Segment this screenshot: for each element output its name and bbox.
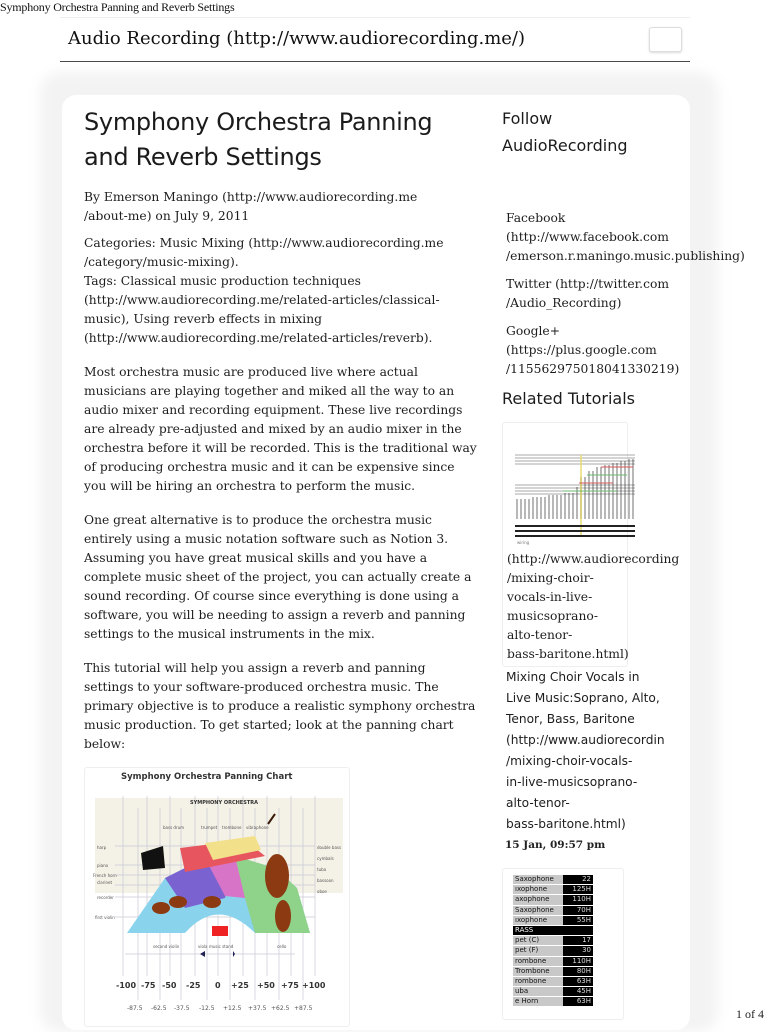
related-timestamp: 15 Jan, 09:57 pm bbox=[505, 839, 606, 851]
instrument-cell: Saxophone bbox=[513, 905, 563, 915]
link-text[interactable]: bass-baritone.html) bbox=[507, 647, 629, 661]
text-line: One great alternative is to produce the orchestra music bbox=[84, 513, 432, 527]
table-row bbox=[513, 956, 593, 966]
instrument-label: cymbals bbox=[317, 856, 334, 861]
author-link-date[interactable]: /about-me) on July 9, 2011 bbox=[84, 209, 250, 223]
pan-minor-tick-label: -87.5 bbox=[127, 1005, 143, 1012]
related-tutorials-heading: Related Tutorials bbox=[502, 389, 636, 408]
frequency-cell: 30 bbox=[563, 946, 593, 956]
article-title-line: and Reverb Settings bbox=[84, 143, 322, 171]
frequency-cell: 17 bbox=[563, 936, 593, 946]
link-text[interactable]: in-live-musicsoprano- bbox=[506, 775, 638, 789]
twitter-link[interactable] bbox=[506, 275, 752, 313]
instrument-label: recorder bbox=[97, 895, 114, 900]
instrument-label: cello bbox=[277, 944, 287, 949]
instrument-cell: ıxophone bbox=[513, 915, 563, 925]
text-line: Assuming you have great musical skills and you have a bbox=[84, 551, 428, 565]
instrument-label: oboe bbox=[317, 889, 327, 894]
link-text[interactable]: vocals-in-live- bbox=[507, 590, 593, 604]
text-line: sound recording. Of course since everything is done using a bbox=[84, 589, 459, 603]
link-text[interactable]: (https://plus.google.com bbox=[506, 343, 657, 357]
pan-tick-label: +50 bbox=[257, 981, 275, 990]
text-line: orchestra before it will be recorded. This is the traditional way bbox=[84, 441, 477, 455]
article-title bbox=[84, 105, 479, 175]
paragraph-2 bbox=[84, 511, 479, 644]
text-line: audio mixer and recording equipment. These live recordings bbox=[84, 403, 463, 417]
section-cell: RASS bbox=[513, 925, 563, 935]
paragraph-3 bbox=[84, 659, 479, 754]
pan-tick-label: 0 bbox=[215, 981, 221, 990]
text-line: primary objective is to produce a realistic symphony orchestra bbox=[84, 699, 476, 713]
frequency-cell: 55H bbox=[563, 915, 593, 925]
link-text[interactable]: Live Music:Soprano, Alto, bbox=[506, 691, 660, 705]
link-text[interactable]: /mixing-choir- bbox=[507, 571, 594, 585]
link-text[interactable]: Tenor, Bass, Baritone bbox=[506, 712, 635, 726]
pan-minor-tick-label: -37.5 bbox=[174, 1005, 190, 1012]
text-line: settings to your software-produced orchestra music. The bbox=[84, 680, 439, 694]
instrument-label: tuba bbox=[317, 867, 327, 872]
instrument-label: vibraphone bbox=[246, 825, 269, 830]
chart-subtitle: SYMPHONY ORCHESTRA bbox=[190, 800, 258, 806]
frequency-cell: 22 bbox=[563, 875, 593, 885]
chart-title: Symphony Orchestra Panning Chart bbox=[121, 772, 293, 782]
link-text[interactable]: alto-tenor- bbox=[507, 628, 573, 642]
frequency-cell bbox=[563, 925, 593, 935]
author-link[interactable]: By Emerson Maningo (http://www.audiorecording.me bbox=[84, 190, 418, 204]
google-plus-link[interactable] bbox=[506, 322, 752, 379]
instrument-label: clarinet bbox=[97, 880, 113, 885]
link-text[interactable]: /emerson.r.maningo.music.publishing) bbox=[506, 249, 745, 263]
link-text[interactable]: /mixing-choir-vocals- bbox=[506, 754, 633, 768]
pan-tick-label: -50 bbox=[162, 981, 177, 990]
link-text[interactable]: Mixing Choir Vocals in bbox=[506, 670, 640, 684]
pan-minor-tick-label: +87.5 bbox=[294, 1005, 313, 1012]
link-text[interactable]: Google+ bbox=[506, 324, 561, 338]
menu-toggle-button[interactable] bbox=[649, 27, 682, 52]
instrument-label: music stand bbox=[209, 944, 234, 949]
instrument-label: harp bbox=[97, 845, 107, 850]
related-tutorial-title-link[interactable] bbox=[506, 667, 752, 835]
text-line: music production. To get started; look at the panning chart bbox=[84, 718, 454, 732]
text-line: are already pre-adjusted and mixed by an audio mixer in the bbox=[84, 422, 462, 436]
pan-tick-label: +75 bbox=[281, 981, 299, 990]
instrument-label: trumpet bbox=[201, 825, 218, 830]
pan-tick-label: +100 bbox=[302, 981, 326, 990]
panning-chart-image[interactable] bbox=[84, 767, 350, 1027]
instrument-label: bassoon bbox=[317, 878, 334, 883]
related-tutorial-card-2[interactable] bbox=[502, 868, 624, 1020]
heading-line: AudioRecording bbox=[502, 136, 628, 155]
instrument-label: viola bbox=[198, 944, 208, 949]
text-line: complete music sheet of the project, you can actually create a bbox=[84, 570, 472, 584]
pan-tick-label: +25 bbox=[231, 981, 249, 990]
text-line: This tutorial will help you assign a reverb and panning bbox=[84, 661, 426, 675]
table-row bbox=[513, 885, 593, 895]
instrument-cell: pet (C) bbox=[513, 936, 563, 946]
frequency-cell: 70H bbox=[563, 905, 593, 915]
frequency-cell: 125H bbox=[563, 885, 593, 895]
instrument-cell: axophone bbox=[513, 895, 563, 905]
pan-minor-tick-label: -12.5 bbox=[199, 1005, 215, 1012]
pan-minor-tick-label: +62.5 bbox=[271, 1005, 290, 1012]
text-line: entirely using a music notation software such as Notion 3. bbox=[84, 532, 449, 546]
instrument-label: double bass bbox=[317, 845, 342, 850]
pan-minor-tick-label: +37.5 bbox=[248, 1005, 267, 1012]
table-row bbox=[513, 966, 593, 976]
text-line: of producing orchestra music and it can be expensive since bbox=[84, 460, 455, 474]
table-row bbox=[513, 915, 593, 925]
pan-minor-tick-label: -62.5 bbox=[151, 1005, 167, 1012]
instrument-label: French horn bbox=[93, 873, 117, 878]
table-row bbox=[513, 997, 593, 1007]
related-tutorial-link[interactable] bbox=[507, 550, 680, 664]
sidebar bbox=[502, 105, 752, 851]
tags-label[interactable]: Tags: Classical music production techniques bbox=[84, 274, 361, 288]
svg-text:wiring: wiring bbox=[517, 540, 530, 545]
print-page-title: Symphony Orchestra Panning and Reverb Settings bbox=[0, 0, 235, 14]
paragraph-1 bbox=[84, 363, 479, 496]
link-text[interactable]: alto-tenor- bbox=[506, 796, 570, 810]
table-row bbox=[513, 976, 593, 986]
tag-link[interactable]: music), Using reverb effects in mixing bbox=[84, 312, 323, 326]
site-header bbox=[60, 17, 690, 62]
table-row bbox=[513, 936, 593, 946]
link-text[interactable]: musicsoprano- bbox=[507, 609, 598, 623]
instrument-cell: rombone bbox=[513, 956, 563, 966]
instrument-cell: rombone bbox=[513, 976, 563, 986]
link-text[interactable]: (http://www.facebook.com bbox=[506, 230, 669, 244]
frequency-cell: 110H bbox=[563, 956, 593, 966]
instrument-label: trombone bbox=[222, 825, 242, 830]
text-line: below: bbox=[84, 737, 126, 751]
pan-tick-label: -25 bbox=[186, 981, 201, 990]
table-row bbox=[513, 895, 593, 905]
text-line: musicians are playing together and miked all the way to an bbox=[84, 384, 455, 398]
pan-minor-tick-label: +12.5 bbox=[223, 1005, 242, 1012]
text-line: you will be hiring an orchestra to perform the music. bbox=[84, 479, 416, 493]
instrument-cell: ıxophone bbox=[513, 885, 563, 895]
frequency-cell: 63H bbox=[563, 997, 593, 1007]
instrument-cell: uba bbox=[513, 987, 563, 997]
link-text[interactable]: (http://www.audiorecordin bbox=[506, 733, 665, 747]
instrument-label: bass drum bbox=[163, 825, 185, 830]
page-counter: 1 of 4 bbox=[736, 1007, 764, 1021]
frequency-cell: 63H bbox=[563, 976, 593, 986]
link-text[interactable]: bass-baritone.html) bbox=[506, 817, 626, 831]
instrument-label: first violin bbox=[95, 915, 115, 920]
table-row bbox=[513, 905, 593, 915]
text-line: Most orchestra music are produced live where actual bbox=[84, 365, 418, 379]
instrument-cell: Saxophone bbox=[513, 875, 563, 885]
frequency-cell: 110H bbox=[563, 895, 593, 905]
text-line: software, you will be needing to assign a reverb and panning bbox=[84, 608, 466, 622]
table-row bbox=[513, 875, 593, 885]
table-section-row bbox=[513, 925, 593, 935]
article bbox=[84, 105, 479, 1027]
taxonomy bbox=[84, 234, 479, 348]
instrument-label: piano bbox=[97, 863, 109, 868]
frequency-cell: 80H bbox=[563, 966, 593, 976]
site-brand-link[interactable]: Audio Recording (http://www.audiorecording.me/) bbox=[68, 28, 526, 49]
pan-tick-label: -75 bbox=[141, 981, 156, 990]
frequency-cell: 45H bbox=[563, 987, 593, 997]
tag-link[interactable]: (http://www.audiorecording.me/related-articles/classical- bbox=[84, 293, 440, 307]
choir-chart-thumbnail-icon bbox=[507, 427, 635, 545]
frequency-table-thumbnail bbox=[513, 875, 593, 1007]
heading-line: Follow bbox=[502, 109, 553, 128]
link-text[interactable]: /Audio_Recording) bbox=[506, 296, 622, 310]
category-link[interactable]: Categories: Music Mixing (http://www.audiorecording.me bbox=[84, 236, 444, 250]
table-row bbox=[513, 946, 593, 956]
category-link[interactable]: /category/music-mixing). bbox=[84, 255, 239, 269]
instrument-label: second violin bbox=[153, 944, 180, 949]
related-tutorial-card[interactable] bbox=[502, 422, 680, 667]
pan-tick-label: -100 bbox=[116, 981, 137, 990]
tag-link[interactable]: (http://www.audiorecording.me/related-articles/reverb). bbox=[84, 331, 433, 345]
link-text[interactable]: /115562975018041330219) bbox=[506, 362, 680, 376]
link-text[interactable]: Facebook bbox=[506, 211, 566, 225]
follow-heading bbox=[502, 105, 752, 159]
facebook-link[interactable] bbox=[506, 209, 752, 266]
text-line: settings to the musical instruments in the mix. bbox=[84, 627, 375, 641]
instrument-cell: e Horn bbox=[513, 997, 563, 1007]
byline bbox=[84, 188, 479, 226]
link-text[interactable]: (http://www.audiorecording bbox=[507, 552, 680, 566]
link-text[interactable]: Twitter (http://twitter.com bbox=[506, 277, 670, 291]
instrument-cell: Trombone bbox=[513, 966, 563, 976]
instrument-cell: pet (F) bbox=[513, 946, 563, 956]
table-row bbox=[513, 987, 593, 997]
article-title-line: Symphony Orchestra Panning bbox=[84, 108, 433, 136]
